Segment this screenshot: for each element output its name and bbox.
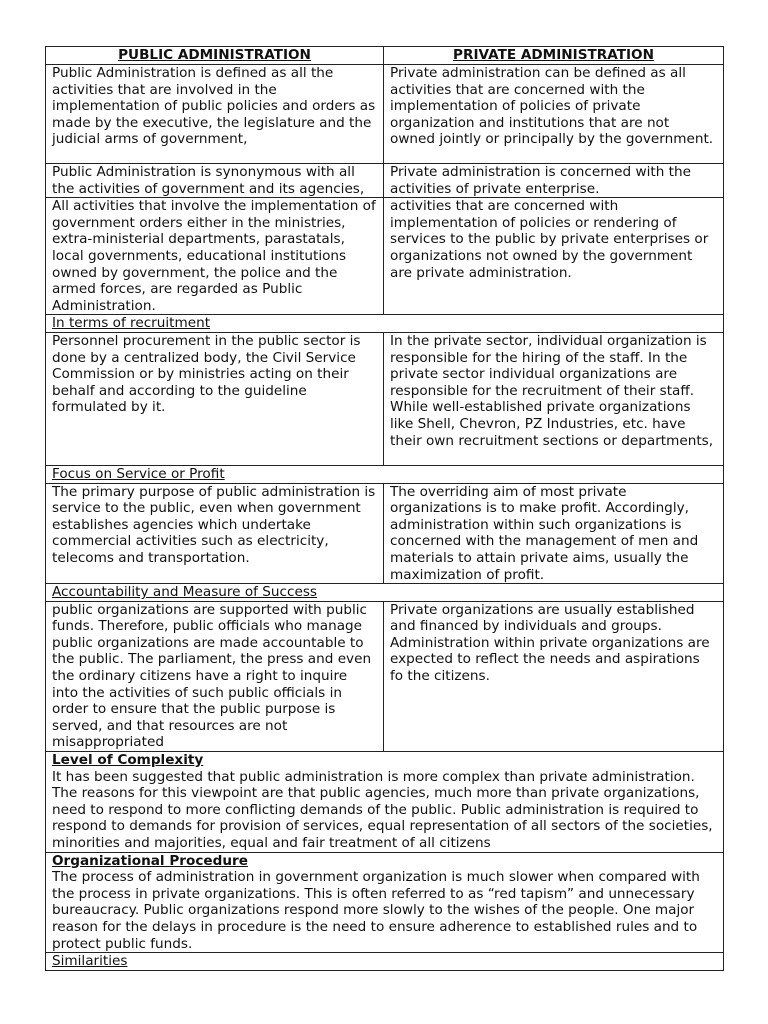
complexity-body: It has been suggested that public administration is more complex than private administration. The reasons for this viewpoint are that public agencies, much more than private organizations, need to respond to more conflicting demands of the public. Public administration is required to respond to demands for provision of services, equal representation of all sectors of the societies, minorities and majorities, equal and fair treatment of all citizens bbox=[52, 768, 713, 851]
procedure-body: The process of administration in government organization is much slower when compared with the process in private organizations. This is often referred to as “red tapism” and unnecessary bureaucracy. Public organizations respond more slowly to the wishes of the people. One major reason for the delays in procedure is the need to ensure adherence to established rules and to protect public funds. bbox=[52, 869, 700, 952]
procedure-section-title: Organizational Procedure bbox=[52, 852, 248, 869]
complexity-cell bbox=[46, 752, 724, 853]
public-focus-cell: The primary purpose of public administration is service to the public, even when government establishes agencies which undertake commercial activities such as electricity, telecoms and transportation. bbox=[46, 483, 384, 584]
private-synonym-cell: Private administration is concerned with the activities of private enterprise. bbox=[384, 164, 724, 198]
private-header: PRIVATE ADMINISTRATION bbox=[384, 47, 724, 65]
table-row bbox=[46, 332, 724, 465]
table-row bbox=[46, 483, 724, 584]
public-header: PUBLIC ADMINISTRATION bbox=[46, 47, 384, 65]
table-row bbox=[46, 164, 724, 198]
table-row bbox=[46, 601, 724, 751]
section-row bbox=[46, 315, 724, 333]
table-row bbox=[46, 65, 724, 164]
private-definition-cell: Private administration can be defined as all activities that are concerned with the implementation of policies of private organization and institutions that are not owned jointly or principally by the government. bbox=[384, 65, 724, 164]
private-recruitment-cell: In the private sector, individual organization is responsible for the hiring of the staff. In the private sector individual organizations are responsible for the recruitment of their staff. While well-established private organizations like Shell, Chevron, PZ Industries, etc. have their own recruitment sections or departments, bbox=[384, 332, 724, 465]
public-synonym-cell: Public Administration is synonymous with all the activities of government and its agencies, bbox=[46, 164, 384, 198]
section-row bbox=[46, 584, 724, 602]
private-focus-cell: The overriding aim of most private organizations is to make profit. Accordingly, administration within such organizations is concerned with the management of men and materials to attain private aims, usually the maximization of profit. bbox=[384, 483, 724, 584]
similarities-section-title: Similarities bbox=[46, 953, 724, 971]
accountability-section-title: Accountability and Measure of Success bbox=[46, 584, 724, 602]
private-activities-cell: activities that are concerned with implementation of policies or rendering of services to the public by private enterprises or organizations not owned by the government are private administration. bbox=[384, 198, 724, 315]
table-row bbox=[46, 852, 724, 953]
recruitment-section-title: In terms of recruitment bbox=[46, 315, 724, 333]
table-row bbox=[46, 198, 724, 315]
table-row bbox=[46, 752, 724, 853]
private-accountability-cell: Private organizations are usually established and financed by individuals and groups. Administration within private organizations are expected to reflect the needs and aspirations fo the citizens. bbox=[384, 601, 724, 751]
public-definition-cell: Public Administration is defined as all the activities that are involved in the implementation of public policies and orders as made by the executive, the legislature and the judicial arms of government, bbox=[46, 65, 384, 164]
public-accountability-cell: public organizations are supported with public funds. Therefore, public officials who manage public organizations are made accountable to the public. The parliament, the press and even the ordinary citizens have a right to inquire into the activities of such public officials in order to ensure that the public purpose is served, and that resources are not misappropriated bbox=[46, 601, 384, 751]
section-row bbox=[46, 465, 724, 483]
public-activities-cell: All activities that involve the implementation of government orders either in the ministries, extra-ministerial departments, parastatals, local governments, educational institutions owned by government, the police and the armed forces, are regarded as Public Administration. bbox=[46, 198, 384, 315]
focus-section-title: Focus on Service or Profit bbox=[46, 465, 724, 483]
complexity-section-title: Level of Complexity bbox=[52, 752, 204, 769]
section-row bbox=[46, 953, 724, 971]
public-recruitment-cell: Personnel procurement in the public sector is done by a centralized body, the Civil Service Commission or by ministries acting on their behalf and according to the guideline formulated by it. bbox=[46, 332, 384, 465]
header-row bbox=[46, 47, 724, 65]
procedure-cell bbox=[46, 852, 724, 953]
comparison-table bbox=[45, 46, 724, 971]
